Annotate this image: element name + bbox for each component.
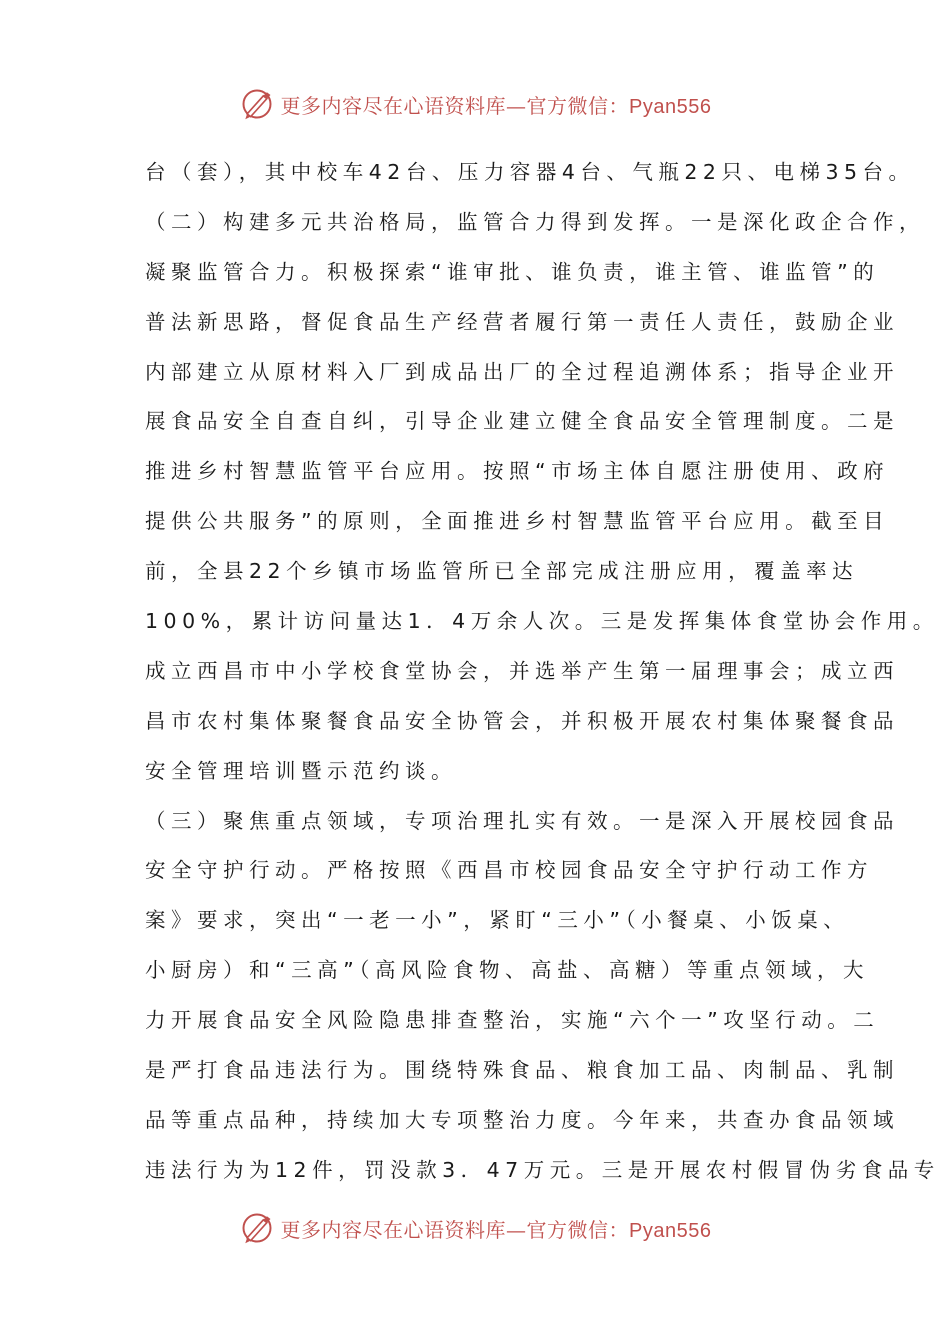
text-line: 展食品安全自查自纠，引导企业建立健全食品安全管理制度。二是 <box>145 409 899 434</box>
watermark-wechat-id: Pyan556 <box>629 95 712 118</box>
header-watermark <box>0 84 950 124</box>
watermark-wechat-id: Pyan556 <box>629 1219 712 1242</box>
text-line: 提供公共服务”的原则，全面推进乡村智慧监管平台应用。截至目 <box>145 509 890 534</box>
text-line: 安全管理培训暨示范约谈。 <box>145 758 457 783</box>
text-line: 100%，累计访问量达1．4万余人次。三是发挥集体食堂协会作用。 <box>145 609 939 634</box>
text-line: 昌市农村集体聚餐食品安全协管会，并积极开展农村集体聚餐食品 <box>145 708 899 733</box>
pen-logo-icon <box>239 86 275 122</box>
text-line: 内部建立从原材料入厂到成品出厂的全过程追溯体系；指导企业开 <box>145 359 899 384</box>
text-line: 是严打食品违法行为。围绕特殊食品、粮食加工品、肉制品、乳制 <box>145 1058 899 1083</box>
text-line: 案》要求，突出“一老一小”，紧盯“三小”（小餐桌、小饭桌、 <box>145 908 850 933</box>
text-line: 安全守护行动。严格按照《西昌市校园食品安全守护行动工作方 <box>145 858 873 883</box>
text-line: 成立西昌市中小学校食堂协会，并选举产生第一届理事会；成立西 <box>145 658 899 683</box>
text-line: （二）构建多元共治格局，监管合力得到发挥。一是深化政企合作， <box>145 209 925 234</box>
text-line: （三）聚焦重点领域，专项治理扎实有效。一是深入开展校园食品 <box>145 808 899 833</box>
document-body <box>145 148 940 1196</box>
text-line: 前，全县22个乡镇市场监管所已全部完成注册应用，覆盖率达 <box>145 559 859 584</box>
text-line: 违法行为为12件，罚没款3．47万元。三是开展农村假冒伪劣食品专 <box>145 1157 940 1182</box>
watermark-text <box>281 1214 712 1243</box>
watermark-text <box>281 90 712 119</box>
footer-watermark <box>0 1208 950 1248</box>
text-line: 力开展食品安全风险隐患排查整治，实施“六个一”攻坚行动。二 <box>145 1008 880 1033</box>
text-line: 推进乡村智慧监管平台应用。按照“市场主体自愿注册使用、政府 <box>145 459 890 484</box>
watermark-label: 更多内容尽在心语资料库—官方微信： <box>280 1217 630 1242</box>
text-line: 普法新思路，督促食品生产经营者履行第一责任人责任，鼓励企业 <box>145 309 899 334</box>
pen-logo-icon <box>239 1210 275 1246</box>
watermark-label: 更多内容尽在心语资料库—官方微信： <box>280 93 630 118</box>
text-line: 品等重点品种，持续加大专项整治力度。今年来，共查办食品领域 <box>145 1107 899 1132</box>
text-line: 凝聚监管合力。积极探索“谁审批、谁负责，谁主管、谁监管”的 <box>145 259 880 284</box>
text-line: 台（套），其中校车42台、压力容器4台、气瓶22只、电梯35台。 <box>145 160 915 184</box>
text-line: 小厨房）和“三高”（高风险食物、高盐、高糖）等重点领域，大 <box>145 958 869 983</box>
